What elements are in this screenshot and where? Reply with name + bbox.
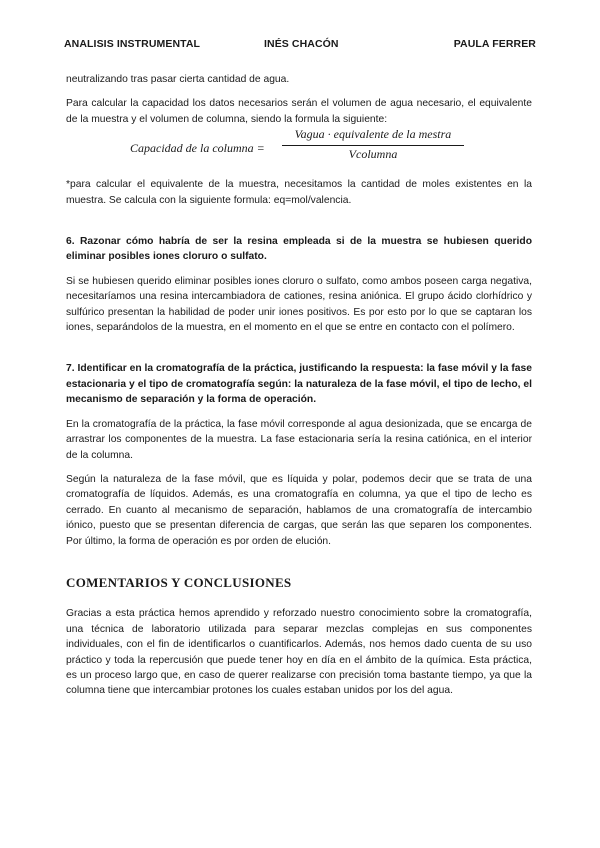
question-6: 6. Razonar cómo habría de ser la resina empleada si de la muestra se hubiesen querido eliminar posibles iones cloruro o sulfato. <box>66 236 532 263</box>
formula-fraction <box>282 127 464 162</box>
page-header <box>64 38 536 52</box>
equivalent-note: *para calcular el equivalente de la muestra, necesitamos la cantidad de moles existentes en la muestra. Se calcula con la siguiente formula: eq=mol/valencia. <box>66 179 532 206</box>
capacity-paragraph: Para calcular la capacidad los datos necesarios serán el volumen de agua necesario, el equivalente de la muestra y el volumen de columna, siendo la formula la siguiente: <box>66 98 532 125</box>
formula-numerator: Vagua · equivalente de la mestra <box>294 127 452 142</box>
formula-denominator: Vcolumna <box>348 146 398 161</box>
header-course: ANALISIS INSTRUMENTAL <box>64 38 201 50</box>
header-author-1: INÉS CHACÓN <box>264 38 339 50</box>
intro-line: neutralizando tras pasar cierta cantidad de agua. <box>66 74 290 85</box>
answer-7-part-1: En la cromatografía de la práctica, la fase móvil corresponde al agua desionizada, que se encarga de arrastrar los componentes de la muestra. La fase estacionaria sería la resina catiónica, en el interior de la columna. <box>66 418 532 461</box>
question-7: 7. Identificar en la cromatografía de la práctica, justificando la respuesta: la fase móvil y la fase estacionaria y el tipo de cromatografía según: la naturaleza de la fase móvil, el tipo de lecho, el mecanismo de separación y la forma de operación. <box>66 363 532 406</box>
capacity-formula <box>66 127 532 177</box>
header-author-2: PAULA FERRER <box>453 38 536 50</box>
formula-lhs: Capacidad de la columna = <box>130 141 265 156</box>
conclusions-title: COMENTARIOS Y CONCLUSIONES <box>66 574 292 590</box>
page-content <box>66 72 532 699</box>
conclusions-text: Gracias a esta práctica hemos aprendido y reforzado nuestro conocimiento sobre la cromatografía, una técnica de laboratorio utilizada para separar mezclas complejas en sus componentes individuales, con el fin de identificarlos o cuantificarlos. Además, nos hemos dado cuenta de su uso práctico y toda la repercusión que puede tener hoy en día en el ámbito de la química. Esta práctica, es un proceso largo que, en caso de querer realizarse con precisión toma bastante tiempo, ya que la columna tiene que intercambiar protones los cuales estaban unidos por los del agua. <box>66 608 532 697</box>
answer-7-part-2: Según la naturaleza de la fase móvil, que es líquida y polar, podemos decir que se trata de una cromatografía de líquidos. Además, es una cromatografía en columna, ya que el tipo de lecho es cerrado. En cuanto al mecanismo de separación, hablamos de una cromatografía de intercambio iónico, puesto que se presentan diferencia de cargas, que serán las que separen los componentes. Por último, la forma de operación es por orden de elución. <box>66 473 532 547</box>
answer-6: Si se hubiesen querido eliminar posibles iones cloruro o sulfato, como ambos poseen carga negativa, necesitaríamos una resina intercambiadora de cationes, resina aniónica. El grupo ácido clorhídrico y sulfúrico presentan la habilidad de poder unir iones positivos. Es por esto por lo que se captaran los iones, separándolos de la muestra, en el momento en el que se entre en contacto con el polímero. <box>66 275 532 334</box>
